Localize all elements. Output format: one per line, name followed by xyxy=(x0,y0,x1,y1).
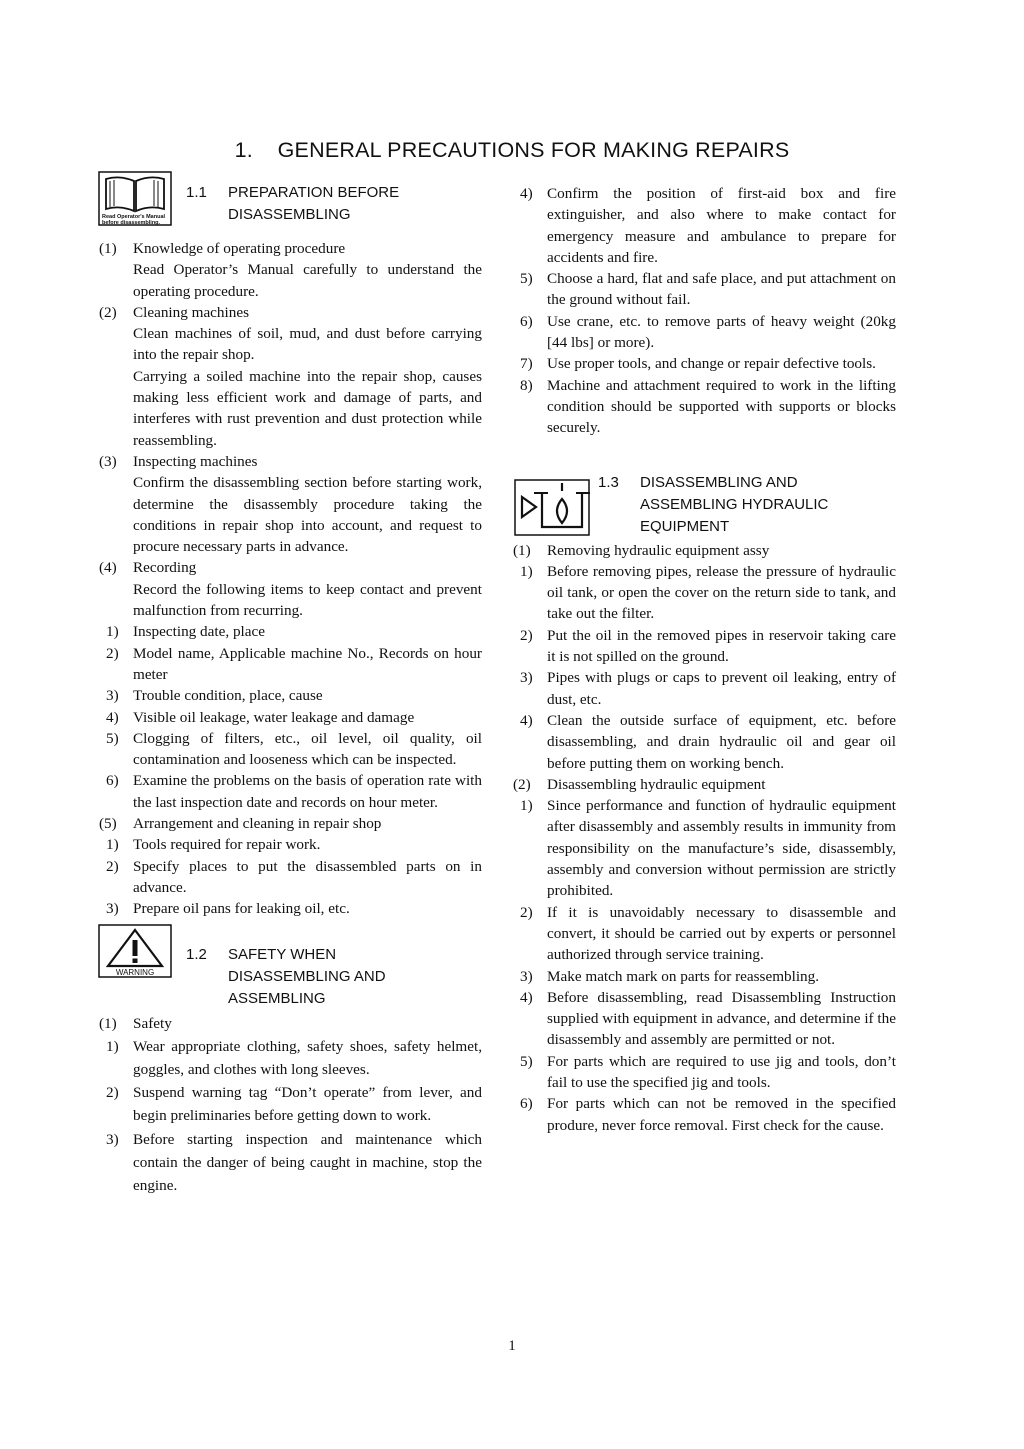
warning-icon-label: WARNING xyxy=(115,967,155,977)
section-1-3-header xyxy=(512,473,896,540)
sub-item-number: 6) xyxy=(106,772,119,790)
sub-item-number: 1) xyxy=(106,836,119,854)
manual-icon-line1: Read Operator's Manual xyxy=(102,214,166,220)
sub-item-text: For parts which are required to use jig and tools, don’t fail to use the specified jig and tools. xyxy=(547,1052,896,1091)
hydraulic-oil-icon xyxy=(514,479,590,536)
list-item xyxy=(98,557,482,621)
sub-item-text: Suspend warning tag “Don’t operate” from lever, and begin preliminaries before getting down to work. xyxy=(133,1084,482,1125)
sub-item xyxy=(98,770,482,813)
sub-item-number: 1) xyxy=(520,797,533,815)
section-title-line: EQUIPMENT xyxy=(640,517,730,535)
item-body: Clean machines of soil, mud, and dust before carrying into the repair shop. xyxy=(133,325,482,364)
sub-item-number: 7) xyxy=(520,355,533,373)
item-number: (1) xyxy=(513,541,531,559)
section-number: 1.1 xyxy=(186,184,207,201)
item-number: (3) xyxy=(99,452,117,470)
sub-item xyxy=(512,667,896,710)
sub-item-number: 8) xyxy=(520,376,533,394)
warning-icon xyxy=(98,924,172,978)
sub-item-text: Pipes with plugs or caps to prevent oil leaking, entry of dust, etc. xyxy=(547,669,896,708)
sub-item-number: 4) xyxy=(106,708,119,726)
sub-item-text: Model name, Applicable machine No., Records on hour meter xyxy=(133,644,482,683)
item-body: Confirm the disassembling section before starting work, determine the disassembly procedure taking the conditions in repair shop into account, and request to procure necessary parts in advance. xyxy=(133,474,482,556)
sub-item-text: Clogging of filters, etc., oil level, oil quality, oil contamination and looseness which can be inspected. xyxy=(133,729,482,769)
section-1-1-header xyxy=(98,183,482,238)
sub-item xyxy=(512,987,896,1051)
item-body: Record the following items to keep contact and prevent malfunction from recurring. xyxy=(133,580,482,620)
sub-item-text: Use crane, etc. to remove parts of heavy weight (20kg [44 lbs] or more). xyxy=(547,312,896,352)
sub-item-text: Wear appropriate clothing, safety shoes, safety helmet, goggles, and clothes with long sleeves. xyxy=(133,1037,482,1078)
sub-item xyxy=(512,375,896,439)
sub-item-text: Choose a hard, flat and safe place, and put attachment on the ground without fail. xyxy=(547,270,896,309)
sub-item-number: 1) xyxy=(520,562,533,580)
section-1-2-header xyxy=(98,924,482,1012)
list-item xyxy=(98,451,482,557)
item-number: (1) xyxy=(99,1014,117,1032)
section-title-line: ASSEMBLING xyxy=(228,989,326,1007)
sub-item xyxy=(512,710,896,774)
sub-item xyxy=(98,1035,482,1081)
sub-item-number: 2) xyxy=(106,857,119,875)
item-number: (4) xyxy=(99,559,117,577)
sub-item-number: 1) xyxy=(106,1037,119,1055)
item-heading: Safety xyxy=(133,1014,172,1032)
item-number: (5) xyxy=(99,815,117,833)
sub-item-number: 5) xyxy=(106,729,119,747)
section-title-line: SAFETY WHEN xyxy=(228,945,337,963)
sub-item-text: Specify places to put the disassembled parts on in advance. xyxy=(133,857,482,896)
sub-item xyxy=(512,353,896,374)
sub-item xyxy=(98,685,482,706)
sub-item-number: 3) xyxy=(106,687,119,705)
item-body: Read Operator’s Manual carefully to understand the operating procedure. xyxy=(133,261,482,300)
list-item xyxy=(512,774,896,795)
sub-item xyxy=(512,311,896,354)
sub-item xyxy=(98,898,482,919)
section-number: 1.3 xyxy=(598,473,619,491)
sub-item-text: Inspecting date, place xyxy=(133,623,265,641)
sub-item-number: 6) xyxy=(520,312,533,330)
item-heading: Disassembling hydraulic equipment xyxy=(547,775,766,793)
sub-item-number: 3) xyxy=(106,900,119,918)
sub-item xyxy=(512,795,896,901)
sub-item-number: 4) xyxy=(520,185,533,202)
sub-item-text: Machine and attachment required to work in the lifting condition should be supported with supports or blocks securely. xyxy=(547,376,896,437)
sub-item-number: 2) xyxy=(520,903,533,921)
list-item xyxy=(98,302,482,451)
item-body: Carrying a soiled machine into the repair shop, causes making less efficient work and damage of parts, and interferes with rust prevention and dust protection while reassembling. xyxy=(133,367,482,449)
list-item xyxy=(98,238,482,302)
sub-item-number: 2) xyxy=(106,644,119,662)
item-number: (2) xyxy=(99,303,117,321)
item-number: (1) xyxy=(99,240,117,257)
section-title-line: PREPARATION BEFORE xyxy=(228,184,400,201)
sub-item-number: 3) xyxy=(106,1130,119,1148)
sub-item xyxy=(98,834,482,855)
sub-item-text: Examine the problems on the basis of operation rate with the last inspection date and records on hour meter. xyxy=(133,772,482,811)
sub-item xyxy=(512,183,896,268)
sub-item-number: 4) xyxy=(520,711,533,729)
sub-item xyxy=(98,707,482,728)
sub-item xyxy=(98,1128,482,1198)
sub-item-text: Clean the outside surface of equipment, etc. before disassembling, and drain hydraulic oil and gear oil before putting them on working bench. xyxy=(547,711,896,772)
right-column xyxy=(512,183,896,1136)
sub-item-number: 4) xyxy=(520,988,533,1006)
list-item xyxy=(98,813,482,834)
sub-item-text: Make match mark on parts for reassembling. xyxy=(547,967,820,985)
sub-item-text: Prepare oil pans for leaking oil, etc. xyxy=(133,900,350,918)
item-heading: Cleaning machines xyxy=(133,303,249,321)
item-heading: Knowledge of operating procedure xyxy=(133,240,346,257)
sub-item xyxy=(512,561,896,625)
list-item xyxy=(98,1012,482,1035)
sub-item-text: Since performance and function of hydraulic equipment after disassembly and assembly results in immunity from responsibility on the manufacture’s side, disassembly, assembly and conversion without permission are strictly prohibited. xyxy=(547,797,896,900)
sub-item-number: 3) xyxy=(520,669,533,687)
section-title-line: DISASSEMBLING AND xyxy=(640,473,798,491)
sub-item-text: Use proper tools, and change or repair defective tools. xyxy=(547,355,876,373)
item-heading: Inspecting machines xyxy=(133,452,258,470)
sub-item xyxy=(98,856,482,899)
sub-item xyxy=(98,728,482,771)
page-number: 1 xyxy=(508,1338,516,1354)
sub-item-text: Confirm the position of first-aid box and fire extinguisher, and also where to make contact for emergency measure and ambulance to prepare for accidents and fire. xyxy=(547,185,896,266)
sub-item-number: 2) xyxy=(106,1084,119,1102)
item-heading: Arrangement and cleaning in repair shop xyxy=(133,815,382,833)
sub-item-text: Tools required for repair work. xyxy=(133,836,321,854)
sub-item-text: Before disassembling, read Disassembling Instruction supplied with equipment in advance, and determine if the disassembly and assembly are permitted or not. xyxy=(547,988,896,1049)
sub-item xyxy=(512,1051,896,1094)
sub-item-text: For parts which can not be removed in the specified produre, never force removal. First check for the cause. xyxy=(547,1095,896,1134)
section-title-line: ASSEMBLING HYDRAULIC xyxy=(640,495,829,513)
item-number: (2) xyxy=(513,775,531,793)
sub-item-number: 3) xyxy=(520,967,533,985)
sub-item xyxy=(512,902,896,966)
sub-item xyxy=(98,643,482,686)
sub-item xyxy=(512,625,896,668)
sub-item-number: 5) xyxy=(520,270,533,288)
sub-item xyxy=(98,1081,482,1127)
sub-item-text: Trouble condition, place, cause xyxy=(133,687,323,705)
sub-item-text: Visible oil leakage, water leakage and damage xyxy=(133,708,415,726)
item-heading: Recording xyxy=(133,559,197,577)
sub-item-text: Put the oil in the removed pipes in reservoir taking care it is not spilled on the ground. xyxy=(547,626,896,666)
sub-item xyxy=(512,1093,896,1136)
sub-item-number: 5) xyxy=(520,1052,533,1070)
sub-item xyxy=(512,268,896,311)
sub-item-number: 1) xyxy=(106,623,119,641)
read-manual-icon xyxy=(98,171,172,226)
sub-item-number: 2) xyxy=(520,626,533,644)
section-title-line: DISASSEMBLING xyxy=(228,206,351,223)
sub-item xyxy=(98,621,482,642)
sub-item-text: Before removing pipes, release the pressure of hydraulic oil tank, or open the cover on the return side to tank, and take out the filter. xyxy=(547,562,896,623)
page-title: 1. GENERAL PRECAUTIONS FOR MAKING REPAIRS xyxy=(234,138,790,162)
sub-item-number: 6) xyxy=(520,1095,533,1113)
list-item xyxy=(512,540,896,561)
section-title-line: DISASSEMBLING AND xyxy=(228,967,386,985)
sub-item-text: If it is unavoidably necessary to disassemble and convert, it should be carried out by experts or personnel authorized through service training. xyxy=(547,903,896,964)
left-column xyxy=(98,183,482,1197)
manual-icon-line2: before disassembling. xyxy=(102,220,161,226)
sub-item-text: Before starting inspection and maintenance which contain the danger of being caught in machine, stop the engine. xyxy=(133,1130,482,1194)
section-number: 1.2 xyxy=(186,945,207,963)
sub-item xyxy=(512,966,896,987)
item-heading: Removing hydraulic equipment assy xyxy=(547,541,770,559)
